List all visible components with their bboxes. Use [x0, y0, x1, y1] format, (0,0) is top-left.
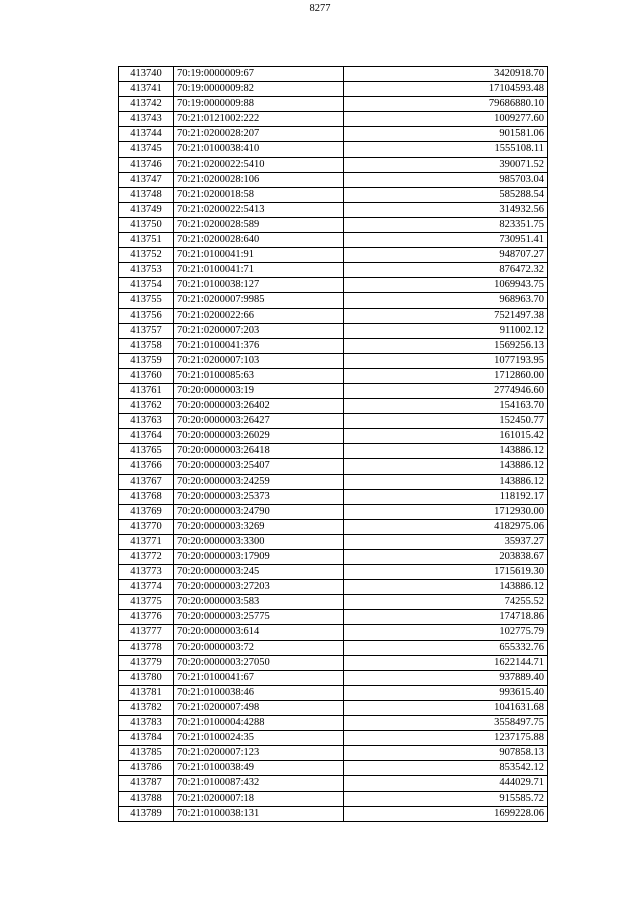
row-number-cell: 413777 [119, 625, 174, 640]
registry-table-body [119, 67, 548, 822]
row-number-cell: 413760 [119, 368, 174, 383]
row-number-cell: 413744 [119, 127, 174, 142]
row-number-cell: 413765 [119, 444, 174, 459]
cadastral-number-cell: 70:20:0000003:614 [174, 625, 344, 640]
cadastral-number-cell: 70:20:0000003:17909 [174, 550, 344, 565]
cadastral-number-cell: 70:21:0100085:63 [174, 368, 344, 383]
table-row [119, 67, 548, 82]
cadastral-number-cell: 70:21:0200007:498 [174, 700, 344, 715]
table-row [119, 429, 548, 444]
cadastral-number-cell: 70:21:0200007:123 [174, 746, 344, 761]
cadastral-value-cell: 1622144.71 [344, 655, 548, 670]
row-number-cell: 413757 [119, 323, 174, 338]
cadastral-number-cell: 70:21:0100038:46 [174, 685, 344, 700]
page-number: 8277 [309, 3, 331, 14]
cadastral-value-cell: 161015.42 [344, 429, 548, 444]
cadastral-value-cell: 35937.27 [344, 534, 548, 549]
table-row [119, 308, 548, 323]
cadastral-value-cell: 1069943.75 [344, 278, 548, 293]
cadastral-number-cell: 70:21:0200007:9985 [174, 293, 344, 308]
table-row [119, 670, 548, 685]
cadastral-value-cell: 3420918.70 [344, 67, 548, 82]
row-number-cell: 413743 [119, 112, 174, 127]
table-row [119, 278, 548, 293]
cadastral-value-cell: 102775.79 [344, 625, 548, 640]
cadastral-number-cell: 70:20:0000003:26427 [174, 414, 344, 429]
cadastral-number-cell: 70:20:0000003:25407 [174, 459, 344, 474]
cadastral-value-cell: 915585.72 [344, 791, 548, 806]
row-number-cell: 413754 [119, 278, 174, 293]
table-row [119, 172, 548, 187]
row-number-cell: 413750 [119, 217, 174, 232]
row-number-cell: 413770 [119, 519, 174, 534]
cadastral-value-cell: 585288.54 [344, 187, 548, 202]
cadastral-number-cell: 70:20:0000003:19 [174, 383, 344, 398]
table-row [119, 776, 548, 791]
table-row [119, 519, 548, 534]
row-number-cell: 413752 [119, 248, 174, 263]
cadastral-value-cell: 907858.13 [344, 746, 548, 761]
cadastral-number-cell: 70:21:0200018:58 [174, 187, 344, 202]
row-number-cell: 413774 [119, 580, 174, 595]
cadastral-number-cell: 70:19:0000009:82 [174, 82, 344, 97]
table-row [119, 263, 548, 278]
table-row [119, 338, 548, 353]
row-number-cell: 413784 [119, 731, 174, 746]
cadastral-value-cell: 823351.75 [344, 217, 548, 232]
row-number-cell: 413767 [119, 474, 174, 489]
cadastral-value-cell: 314932.56 [344, 202, 548, 217]
row-number-cell: 413783 [119, 716, 174, 731]
cadastral-value-cell: 985703.04 [344, 172, 548, 187]
table-row [119, 746, 548, 761]
table-row [119, 399, 548, 414]
row-number-cell: 413773 [119, 565, 174, 580]
cadastral-number-cell: 70:20:0000003:24259 [174, 474, 344, 489]
cadastral-number-cell: 70:21:0121002:222 [174, 112, 344, 127]
row-number-cell: 413766 [119, 459, 174, 474]
table-row [119, 202, 548, 217]
cadastral-number-cell: 70:21:0200028:106 [174, 172, 344, 187]
cadastral-number-cell: 70:21:0100041:91 [174, 248, 344, 263]
cadastral-value-cell: 1077193.95 [344, 353, 548, 368]
row-number-cell: 413764 [119, 429, 174, 444]
cadastral-value-cell: 143886.12 [344, 459, 548, 474]
cadastral-value-cell: 74255.52 [344, 595, 548, 610]
table-row [119, 504, 548, 519]
cadastral-value-cell: 876472.32 [344, 263, 548, 278]
cadastral-value-cell: 901581.06 [344, 127, 548, 142]
cadastral-number-cell: 70:20:0000003:583 [174, 595, 344, 610]
row-number-cell: 413749 [119, 202, 174, 217]
cadastral-value-cell: 730951.41 [344, 233, 548, 248]
row-number-cell: 413788 [119, 791, 174, 806]
table-row [119, 368, 548, 383]
row-number-cell: 413742 [119, 97, 174, 112]
cadastral-value-cell: 79686880.10 [344, 97, 548, 112]
cadastral-value-cell: 1009277.60 [344, 112, 548, 127]
cadastral-number-cell: 70:21:0200022:5410 [174, 157, 344, 172]
cadastral-value-cell: 1569256.13 [344, 338, 548, 353]
cadastral-number-cell: 70:20:0000003:24790 [174, 504, 344, 519]
table-row [119, 625, 548, 640]
row-number-cell: 413785 [119, 746, 174, 761]
table-row [119, 142, 548, 157]
row-number-cell: 413758 [119, 338, 174, 353]
cadastral-number-cell: 70:21:0100041:376 [174, 338, 344, 353]
table-row [119, 187, 548, 202]
cadastral-value-cell: 948707.27 [344, 248, 548, 263]
cadastral-number-cell: 70:20:0000003:3269 [174, 519, 344, 534]
table-row [119, 610, 548, 625]
row-number-cell: 413772 [119, 550, 174, 565]
table-row [119, 127, 548, 142]
cadastral-value-cell: 1715619.30 [344, 565, 548, 580]
cadastral-value-cell: 1699228.06 [344, 806, 548, 821]
row-number-cell: 413740 [119, 67, 174, 82]
cadastral-number-cell: 70:20:0000003:26029 [174, 429, 344, 444]
cadastral-number-cell: 70:21:0100038:49 [174, 761, 344, 776]
table-row [119, 233, 548, 248]
registry-table [118, 66, 548, 822]
cadastral-number-cell: 70:20:0000003:27050 [174, 655, 344, 670]
cadastral-number-cell: 70:21:0200022:5413 [174, 202, 344, 217]
table-row [119, 82, 548, 97]
cadastral-value-cell: 3558497.75 [344, 716, 548, 731]
cadastral-number-cell: 70:21:0100087:432 [174, 776, 344, 791]
cadastral-number-cell: 70:20:0000003:26418 [174, 444, 344, 459]
cadastral-number-cell: 70:21:0100041:67 [174, 670, 344, 685]
row-number-cell: 413769 [119, 504, 174, 519]
cadastral-number-cell: 70:20:0000003:25373 [174, 489, 344, 504]
cadastral-value-cell: 655332.76 [344, 640, 548, 655]
cadastral-number-cell: 70:20:0000003:26402 [174, 399, 344, 414]
row-number-cell: 413747 [119, 172, 174, 187]
table-row [119, 444, 548, 459]
cadastral-number-cell: 70:20:0000003:245 [174, 565, 344, 580]
cadastral-value-cell: 118192.17 [344, 489, 548, 504]
cadastral-value-cell: 1712860.00 [344, 368, 548, 383]
table-row [119, 217, 548, 232]
row-number-cell: 413775 [119, 595, 174, 610]
cadastral-number-cell: 70:21:0200007:103 [174, 353, 344, 368]
cadastral-number-cell: 70:21:0200022:66 [174, 308, 344, 323]
cadastral-number-cell: 70:19:0000009:88 [174, 97, 344, 112]
row-number-cell: 413779 [119, 655, 174, 670]
row-number-cell: 413771 [119, 534, 174, 549]
cadastral-value-cell: 2774946.60 [344, 383, 548, 398]
cadastral-value-cell: 4182975.06 [344, 519, 548, 534]
cadastral-number-cell: 70:21:0200028:207 [174, 127, 344, 142]
row-number-cell: 413787 [119, 776, 174, 791]
row-number-cell: 413761 [119, 383, 174, 398]
table-row [119, 595, 548, 610]
table-row [119, 353, 548, 368]
row-number-cell: 413780 [119, 670, 174, 685]
cadastral-number-cell: 70:21:0200028:640 [174, 233, 344, 248]
cadastral-value-cell: 1712930.00 [344, 504, 548, 519]
table-row [119, 293, 548, 308]
cadastral-number-cell: 70:21:0100038:127 [174, 278, 344, 293]
table-row [119, 550, 548, 565]
cadastral-value-cell: 143886.12 [344, 444, 548, 459]
table-row [119, 97, 548, 112]
cadastral-number-cell: 70:21:0100004:4288 [174, 716, 344, 731]
cadastral-value-cell: 937889.40 [344, 670, 548, 685]
cadastral-value-cell: 853542.12 [344, 761, 548, 776]
cadastral-value-cell: 143886.12 [344, 474, 548, 489]
cadastral-value-cell: 152450.77 [344, 414, 548, 429]
row-number-cell: 413751 [119, 233, 174, 248]
row-number-cell: 413741 [119, 82, 174, 97]
table-row [119, 383, 548, 398]
table-row [119, 791, 548, 806]
cadastral-value-cell: 1041631.68 [344, 700, 548, 715]
row-number-cell: 413768 [119, 489, 174, 504]
table-row [119, 655, 548, 670]
cadastral-number-cell: 70:21:0100038:131 [174, 806, 344, 821]
cadastral-number-cell: 70:21:0200007:18 [174, 791, 344, 806]
row-number-cell: 413781 [119, 685, 174, 700]
table-row [119, 685, 548, 700]
cadastral-number-cell: 70:20:0000003:27203 [174, 580, 344, 595]
row-number-cell: 413755 [119, 293, 174, 308]
cadastral-value-cell: 154163.70 [344, 399, 548, 414]
cadastral-value-cell: 17104593.48 [344, 82, 548, 97]
table-row [119, 565, 548, 580]
row-number-cell: 413753 [119, 263, 174, 278]
row-number-cell: 413748 [119, 187, 174, 202]
table-row [119, 806, 548, 821]
cadastral-value-cell: 143886.12 [344, 580, 548, 595]
cadastral-value-cell: 390071.52 [344, 157, 548, 172]
cadastral-number-cell: 70:19:0000009:67 [174, 67, 344, 82]
table-row [119, 534, 548, 549]
cadastral-number-cell: 70:20:0000003:3300 [174, 534, 344, 549]
cadastral-value-cell: 203838.67 [344, 550, 548, 565]
cadastral-number-cell: 70:21:0100024:35 [174, 731, 344, 746]
table-row [119, 323, 548, 338]
row-number-cell: 413786 [119, 761, 174, 776]
table-row [119, 731, 548, 746]
cadastral-value-cell: 1237175.88 [344, 731, 548, 746]
table-row [119, 248, 548, 263]
table-row [119, 157, 548, 172]
row-number-cell: 413759 [119, 353, 174, 368]
cadastral-number-cell: 70:21:0200028:589 [174, 217, 344, 232]
table-row [119, 474, 548, 489]
table-row [119, 112, 548, 127]
table-row [119, 459, 548, 474]
row-number-cell: 413763 [119, 414, 174, 429]
cadastral-value-cell: 174718.86 [344, 610, 548, 625]
cadastral-number-cell: 70:21:0100038:410 [174, 142, 344, 157]
table-row [119, 580, 548, 595]
row-number-cell: 413762 [119, 399, 174, 414]
row-number-cell: 413782 [119, 700, 174, 715]
table-row [119, 700, 548, 715]
table-row [119, 414, 548, 429]
row-number-cell: 413776 [119, 610, 174, 625]
cadastral-value-cell: 7521497.38 [344, 308, 548, 323]
table-row [119, 640, 548, 655]
cadastral-value-cell: 968963.70 [344, 293, 548, 308]
cadastral-value-cell: 911002.12 [344, 323, 548, 338]
cadastral-value-cell: 1555108.11 [344, 142, 548, 157]
table-row [119, 761, 548, 776]
row-number-cell: 413756 [119, 308, 174, 323]
cadastral-value-cell: 444029.71 [344, 776, 548, 791]
table-row [119, 716, 548, 731]
cadastral-number-cell: 70:20:0000003:25775 [174, 610, 344, 625]
row-number-cell: 413778 [119, 640, 174, 655]
row-number-cell: 413789 [119, 806, 174, 821]
cadastral-number-cell: 70:21:0200007:203 [174, 323, 344, 338]
cadastral-number-cell: 70:20:0000003:72 [174, 640, 344, 655]
row-number-cell: 413746 [119, 157, 174, 172]
table-row [119, 489, 548, 504]
row-number-cell: 413745 [119, 142, 174, 157]
cadastral-number-cell: 70:21:0100041:71 [174, 263, 344, 278]
cadastral-value-cell: 993615.40 [344, 685, 548, 700]
